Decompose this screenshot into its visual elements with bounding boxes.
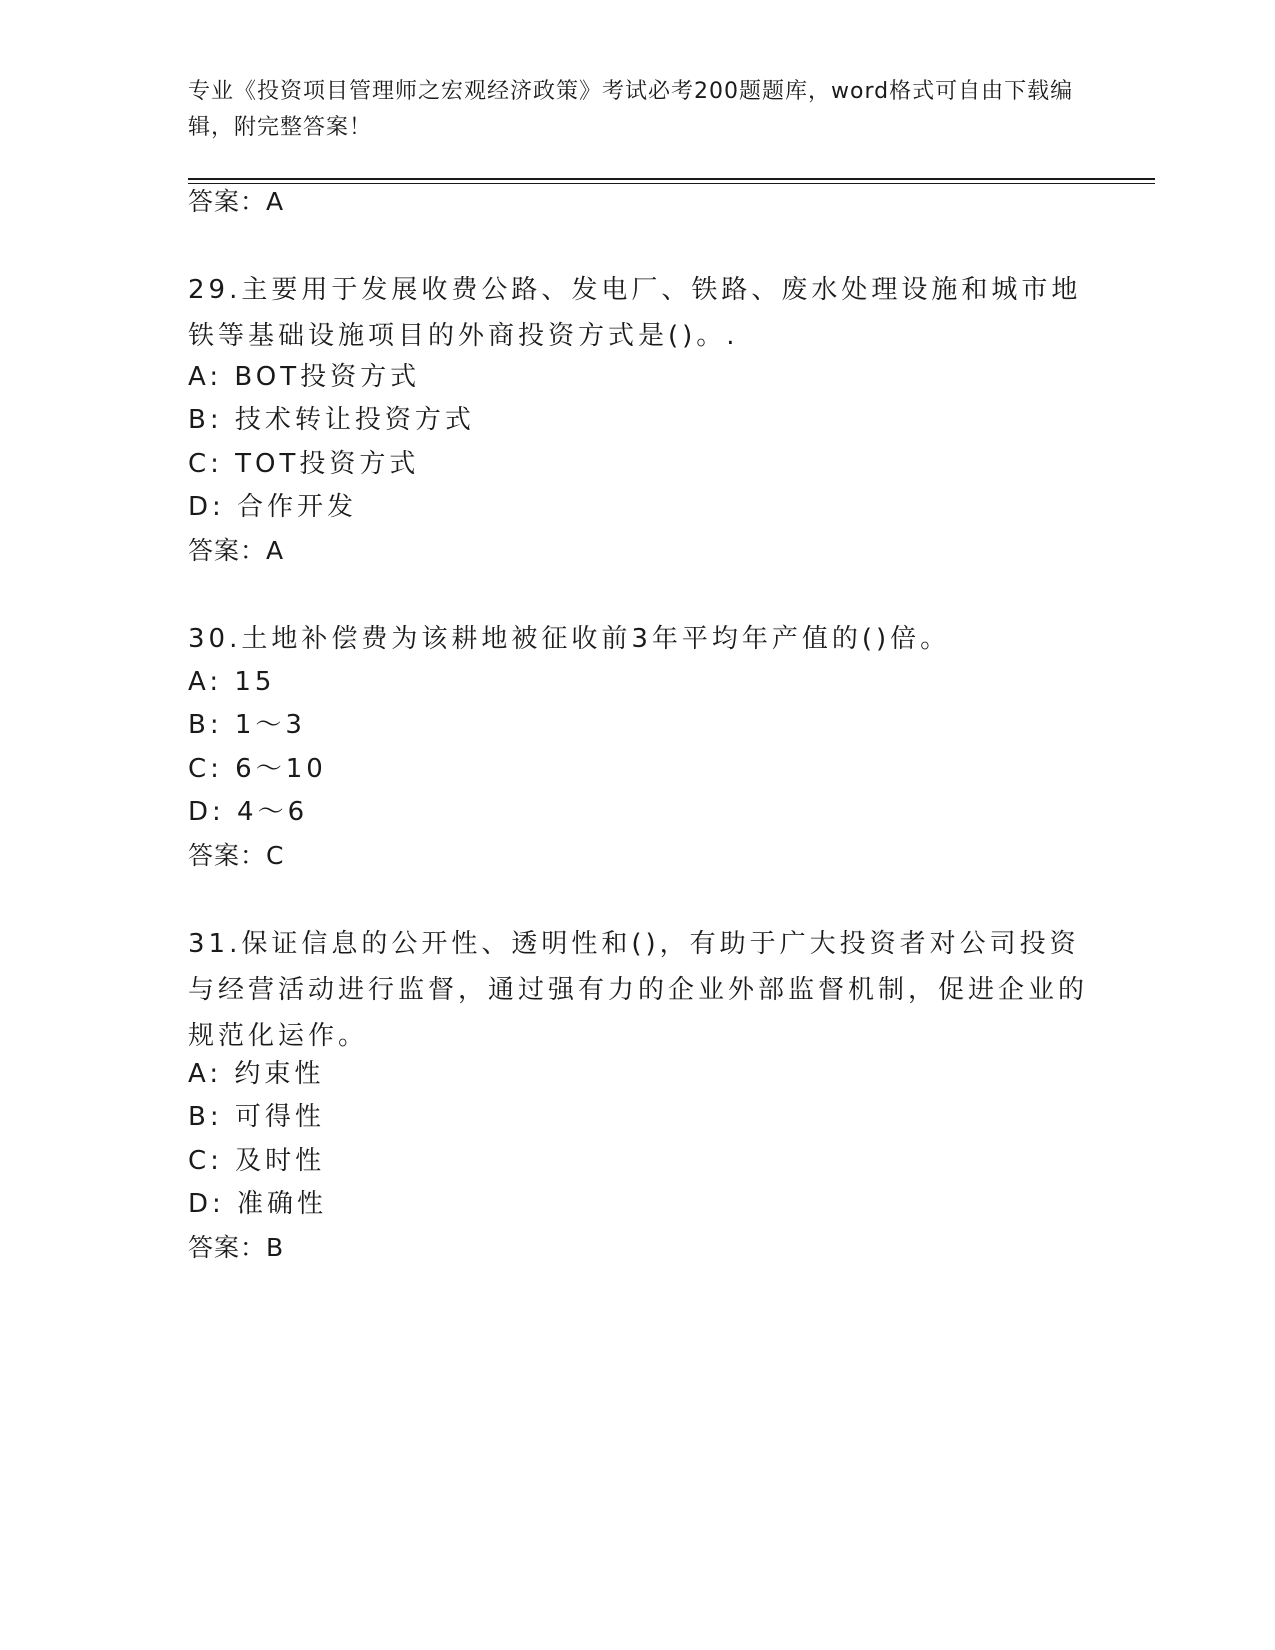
question-31-option-c: C: 及时性	[188, 1146, 326, 1176]
question-29-option-b: B: 技术转让投资方式	[188, 405, 475, 435]
question-29-option-a: A: BOT投资方式	[188, 362, 421, 392]
question-31-option-d: D: 准确性	[188, 1189, 328, 1219]
header-divider	[188, 178, 1155, 180]
question-30-option-c: C: 6～10	[188, 754, 327, 784]
question-29-answer: 答案：A	[188, 536, 285, 565]
page-header: 专业《投资项目管理师之宏观经济政策》考试必考200题题库，word格式可自由下载编辑，附完整答案！	[188, 79, 1074, 140]
header-divider-thin	[188, 183, 1155, 184]
question-31-option-b: B: 可得性	[188, 1102, 325, 1132]
question-29-option-c: C: TOT投资方式	[188, 449, 420, 479]
question-31-text: 31.保证信息的公开性、透明性和()，有助于广大投资者对公司投资与经营活动进行监督，通过强有力的企业外部监督机制，促进企业的规范化运作。	[188, 929, 1089, 1051]
answer-line: 答案：A	[188, 187, 285, 216]
question-30-text: 30.土地补偿费为该耕地被征收前3年平均年产值的()倍。	[188, 624, 951, 654]
question-31-option-a: A: 约束性	[188, 1059, 325, 1089]
question-30-option-b: B: 1～3	[188, 710, 306, 740]
question-31-answer: 答案：B	[188, 1233, 285, 1262]
question-30-option-d: D: 4～6	[188, 797, 309, 827]
question-30-option-a: A: 15	[188, 667, 276, 697]
question-29-text: 29.主要用于发展收费公路、发电厂、铁路、废水处理设施和城市地铁等基础设施项目的外商投资方式是()。.	[188, 275, 1082, 351]
question-29-option-d: D: 合作开发	[188, 492, 358, 522]
question-30-answer: 答案：C	[188, 841, 285, 870]
